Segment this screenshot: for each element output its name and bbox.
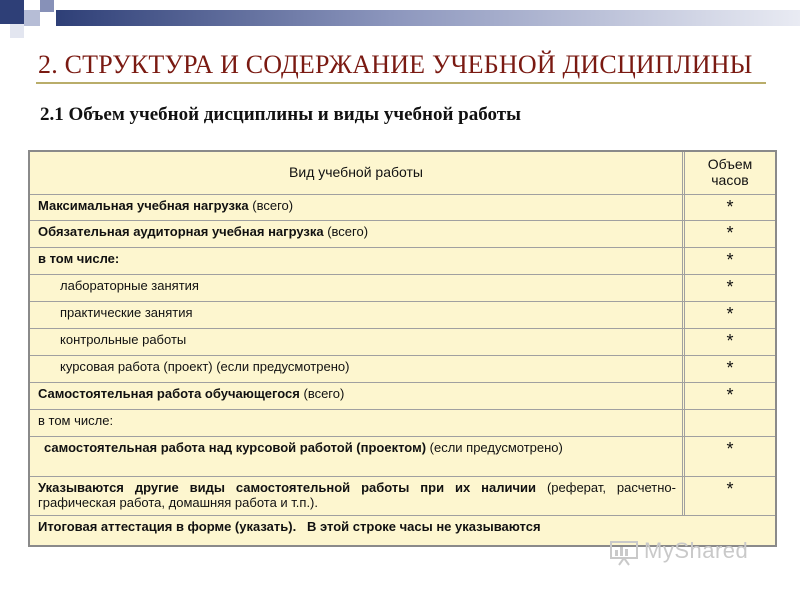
- title-underline: [36, 82, 766, 84]
- row-label: [30, 302, 682, 329]
- row-label-normal: (реферат, расчетно-графическая работа, домашняя работа и т.п.).: [38, 480, 676, 510]
- row-label: [30, 248, 682, 275]
- presentation-icon: [609, 540, 639, 566]
- row-value: [682, 410, 775, 437]
- row-label: [30, 410, 682, 437]
- row-label-normal: (если предусмотрено): [426, 440, 563, 455]
- row-label: [30, 275, 682, 302]
- row-label-normal: практические занятия: [60, 305, 193, 320]
- row-value: *: [682, 383, 775, 410]
- table-row: [30, 409, 775, 437]
- row-label: [30, 195, 682, 221]
- corner-square-mid: [40, 0, 54, 12]
- workload-table: [28, 150, 777, 547]
- table-row: [30, 194, 775, 221]
- corner-square-light: [24, 10, 40, 26]
- table-row: [30, 301, 775, 329]
- row-label-bold: Максимальная учебная нагрузка: [38, 198, 249, 213]
- row-label-normal: В этой строке часы не указываются: [296, 519, 541, 534]
- row-value: *: [682, 329, 775, 356]
- top-band: [56, 10, 800, 26]
- row-label-bold: самостоятельная работа над курсовой работой (проектом): [44, 440, 427, 455]
- section-subtitle: 2.1 Объем учебной дисциплины и виды учебной работы: [40, 104, 521, 125]
- row-label: [30, 383, 682, 410]
- row-value: *: [682, 248, 775, 275]
- row-value: *: [682, 356, 775, 383]
- table-row: [30, 247, 775, 275]
- table-row: [30, 328, 775, 356]
- row-label-bold: Самостоятельная работа обучающегося: [38, 386, 300, 401]
- corner-square-dark: [0, 0, 24, 24]
- row-label-normal: в том числе:: [38, 413, 114, 428]
- row-value: *: [682, 275, 775, 302]
- table-row: [30, 382, 775, 410]
- header-hours-line1: Объем: [707, 156, 753, 172]
- header-hours: [682, 152, 775, 194]
- watermark-text: MyShared: [644, 538, 749, 563]
- row-label: [30, 329, 682, 356]
- row-value: *: [682, 477, 775, 516]
- header-hours-line2: часов: [711, 172, 749, 188]
- row-value: *: [682, 221, 775, 248]
- row-label: [30, 437, 682, 477]
- corner-square-white: [10, 24, 24, 38]
- row-label-bold: Итоговая аттестация в форме (указать).: [38, 519, 297, 534]
- table-row: [30, 436, 775, 477]
- row-label-normal: (всего): [323, 224, 369, 239]
- table-row: [30, 274, 775, 302]
- row-label-normal: контрольные работы: [60, 332, 187, 347]
- row-label-bold: в том числе:: [38, 251, 120, 266]
- row-label-normal: (всего): [299, 386, 345, 401]
- row-label: [30, 221, 682, 248]
- row-label: [30, 477, 682, 516]
- table-row: [30, 220, 775, 248]
- row-label-normal: лабораторные занятия: [60, 278, 199, 293]
- row-value: *: [682, 302, 775, 329]
- page-title: 2. СТРУКТУРА И СОДЕРЖАНИЕ УЧЕБНОЙ ДИСЦИПЛИНЫ: [38, 50, 753, 79]
- row-label-bold: Указываются другие виды самостоятельной работы при их наличии: [38, 480, 537, 495]
- row-label-bold: Обязательная аудиторная учебная нагрузка: [38, 224, 324, 239]
- table-row: [30, 355, 775, 383]
- row-label-normal: (всего): [248, 198, 294, 213]
- row-label-normal: курсовая работа (проект) (если предусмотрено): [60, 359, 350, 374]
- row-value: *: [682, 195, 775, 221]
- table-row: [30, 476, 775, 516]
- row-label: [30, 356, 682, 383]
- row-value: *: [682, 437, 775, 477]
- header-work-type: Вид учебной работы: [289, 164, 423, 180]
- watermark-logo: [644, 538, 748, 564]
- table-header-row: [30, 152, 775, 194]
